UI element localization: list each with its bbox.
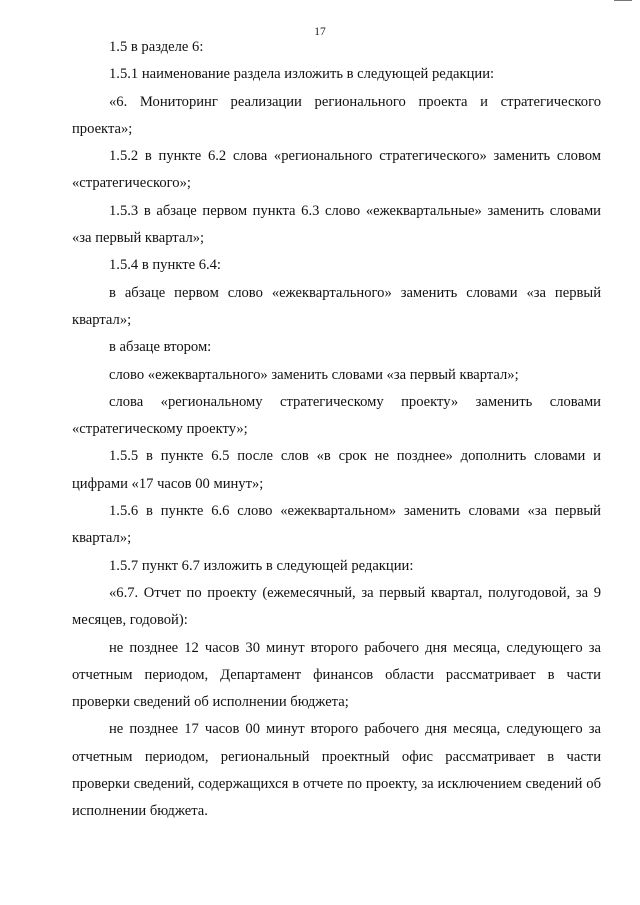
paragraph-1-5-5: 1.5.5 в пункте 6.5 после слов «в срок не позднее» дополнить словами и цифрами «17 часов 00 минут»; [72, 448, 601, 492]
corner-scan-mark [614, 0, 632, 3]
paragraph-1-5-1: 1.5.1 наименование раздела изложить в следующей редакции: [109, 66, 495, 83]
paragraph-1-5-2: 1.5.2 в пункте 6.2 слова «регионального стратегического» заменить словом «стратегического»; [72, 148, 601, 192]
paragraph-project-office: не позднее 17 часов 00 минут второго рабочего дня месяца, следующего за отчетным периодом, региональный проектный офис рассматривает в части проверки сведений, содержащихся в отчете по проекту, за исключением сведений об исполнении бюджета. [72, 721, 601, 820]
paragraph-second-abzac: в абзаце втором: [109, 339, 212, 356]
page-number: 17 [314, 26, 326, 38]
paragraph-1-5-3: 1.5.3 в абзаце первом пункта 6.3 слово «ежеквартальные» заменить словами «за первый квартал»; [72, 202, 601, 247]
paragraph-words-replacement: слова «региональному стратегическому проекту» заменить словами «стратегическому проекту»; [72, 393, 601, 438]
paragraph-1-5-6: 1.5.6 в пункте 6.6 слово «ежеквартальном» заменить словами «за первый квартал»; [72, 503, 601, 547]
paragraph-word-replacement: слово «ежеквартального» заменить словами «за первый квартал»; [109, 366, 519, 383]
paragraph-1-5-7: 1.5.7 пункт 6.7 изложить в следующей редакции: [109, 557, 414, 574]
paragraph-finance-department: не позднее 12 часов 30 минут второго рабочего дня месяца, следующего за отчетным периодом, Департамент финансов области рассматривает в части проверки сведений об исполнении бюджета; [72, 639, 601, 711]
paragraph-6-7: «6.7. Отчет по проекту (ежемесячный, за первый квартал, полугодовой, за 9 месяцев, годовой): [72, 584, 601, 629]
paragraph-first-abzac: в абзаце первом слово «ежеквартального» заменить словами «за первый квартал»; [72, 284, 601, 328]
paragraph-section-6-title: «6. Мониторинг реализации регионального проекта и стратегического проекта»; [72, 93, 601, 137]
paragraph-1-5: 1.5 в разделе 6: [109, 39, 204, 55]
document-body [72, 34, 601, 826]
paragraph-1-5-4: 1.5.4 в пункте 6.4: [109, 257, 221, 274]
